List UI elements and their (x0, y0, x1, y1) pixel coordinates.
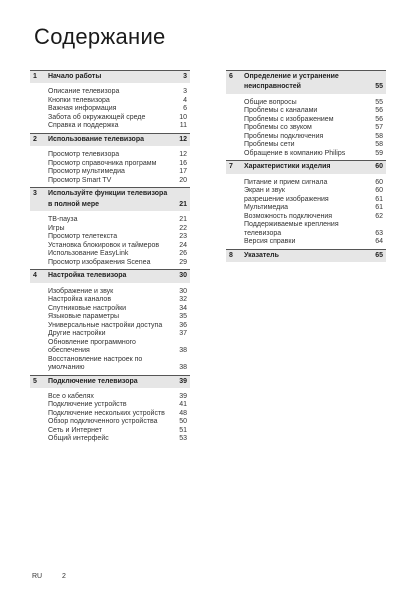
toc-entry[interactable] (30, 97, 190, 106)
entry-title: ТВ-пауза (48, 216, 78, 224)
entry-title: Просмотр изображения Scenea (48, 258, 151, 266)
entry-page-number: 34 (179, 304, 187, 312)
toc-entry[interactable] (226, 204, 386, 213)
entry-page-number: 60 (375, 178, 383, 186)
entry-title: Проблемы подключения (244, 132, 324, 140)
section-page-number: 30 (179, 272, 187, 280)
entry-page-number: 60 (375, 187, 383, 195)
entry-page-number: 53 (179, 435, 187, 443)
toc-entry[interactable] (30, 296, 190, 305)
entry-title: Проблемы с изображением (244, 115, 334, 123)
entry-title: Все о кабелях (48, 392, 94, 400)
entry-title: Важная информация (48, 105, 117, 113)
section-page-number: 39 (179, 377, 187, 385)
entry-title: Универсальные настройки доступа (48, 321, 163, 329)
entry-page-number: 55 (375, 98, 383, 106)
entry-title: Справка и поддержка (48, 122, 119, 130)
entry-title: Питание и прием сигнала (244, 178, 328, 186)
entry-page-number: 30 (179, 287, 187, 295)
entry-page-number: 23 (179, 233, 187, 241)
toc-entry[interactable] (226, 179, 386, 188)
toc-entry-list (30, 216, 190, 267)
entry-page-number: 58 (375, 141, 383, 149)
toc-entry[interactable] (30, 114, 190, 123)
toc-entry[interactable] (30, 233, 190, 242)
entry-title: Проблемы с каналами (244, 107, 318, 115)
entry-page-number: 10 (179, 113, 187, 121)
entry-title: Обновление программного обеспечения (48, 338, 136, 355)
entry-title: Возможность подключения (244, 212, 333, 220)
section-number: 3 (33, 190, 37, 198)
toc-entry[interactable] (30, 418, 190, 427)
section-title: Определение и устранение неисправностей (244, 73, 339, 91)
entry-title: Использование EasyLink (48, 250, 129, 258)
toc-entry[interactable] (30, 151, 190, 160)
entry-title: Другие настройки (48, 330, 106, 338)
entry-page-number: 58 (375, 132, 383, 140)
toc-entry[interactable] (30, 259, 190, 268)
entry-page-number: 56 (375, 115, 383, 123)
entry-page-number: 20 (179, 176, 187, 184)
entry-title: Языковые параметры (48, 313, 119, 321)
section-title: Подключение телевизора (48, 377, 138, 385)
section-page-number: 55 (375, 83, 383, 91)
section-number: 4 (33, 272, 37, 280)
toc-section-heading[interactable] (30, 187, 190, 211)
entry-title: Сеть и Интернет (48, 426, 102, 434)
section-page-number: 21 (179, 200, 187, 208)
section-number: 8 (229, 251, 233, 259)
entry-title: Изображение и звук (48, 287, 114, 295)
entry-page-number: 37 (179, 330, 187, 338)
entry-title: разрешение изображения (244, 195, 329, 203)
toc-section-heading[interactable] (30, 70, 190, 83)
toc-entry[interactable] (30, 105, 190, 114)
section-title: Характеристики изделия (244, 163, 331, 171)
entry-page-number: 59 (375, 149, 383, 157)
entry-title: Общий интерфейс (48, 435, 109, 443)
entry-page-number: 56 (375, 107, 383, 115)
toc-entry[interactable] (30, 288, 190, 297)
entry-title: Версия справки (244, 238, 296, 246)
section-title: Использование телевизора (48, 135, 144, 143)
section-title: Используйте функции телевизора в полной мере (48, 190, 168, 208)
entry-title: Просмотр Smart TV (48, 176, 112, 184)
entry-page-number: 35 (179, 313, 187, 321)
entry-page-number: 29 (179, 258, 187, 266)
entry-page-number: 26 (179, 250, 187, 258)
entry-page-number: 57 (375, 124, 383, 132)
entry-title: Проблемы со звуком (244, 124, 312, 132)
entry-title: Обзор подключенного устройства (48, 418, 158, 426)
toc-entry[interactable] (30, 160, 190, 169)
toc-entry[interactable] (226, 124, 386, 133)
entry-page-number: 17 (179, 168, 187, 176)
entry-page-number: 21 (179, 216, 187, 224)
toc-entry-list (30, 88, 190, 131)
toc-entry[interactable] (226, 141, 386, 150)
toc-entry[interactable] (30, 242, 190, 251)
toc-entry[interactable] (226, 196, 386, 205)
toc-entry[interactable] (30, 88, 190, 97)
entry-page-number: 41 (179, 401, 187, 409)
toc-entry[interactable] (30, 250, 190, 259)
entry-page-number: 50 (179, 418, 187, 426)
entry-title: Просмотр справочника программ (48, 159, 157, 167)
entry-title: Забота об окружающей среде (48, 113, 146, 121)
entry-page-number: 11 (179, 122, 187, 130)
toc-entry-list (30, 393, 190, 444)
toc-entry-list (30, 151, 190, 185)
entry-title: Просмотр телетекста (48, 233, 118, 241)
entry-page-number: 12 (179, 151, 187, 159)
toc-entry[interactable] (30, 216, 190, 225)
toc-entry[interactable] (30, 401, 190, 410)
entry-title: Поддерживаемые крепления телевизора (244, 221, 339, 237)
section-page-number: 12 (179, 135, 187, 143)
section-number: 7 (229, 163, 233, 171)
toc-entry[interactable] (226, 150, 386, 159)
toc-entry[interactable] (30, 168, 190, 177)
toc-entry[interactable] (30, 225, 190, 234)
page-title: Содержание (34, 24, 166, 49)
entry-title: Установка блокировок и таймеров (48, 241, 160, 249)
section-title: Настройка телевизора (48, 272, 127, 280)
entry-page-number: 24 (179, 241, 187, 249)
toc-section-heading[interactable] (226, 160, 386, 173)
toc-entry[interactable] (30, 305, 190, 314)
toc-entry[interactable] (30, 322, 190, 331)
entry-page-number: 48 (179, 409, 187, 417)
entry-page-number: 63 (375, 229, 383, 237)
toc-section-heading[interactable] (30, 269, 190, 282)
section-page-number: 65 (375, 251, 383, 259)
entry-title: Общие вопросы (244, 98, 297, 106)
toc-entry[interactable] (226, 238, 386, 247)
entry-title: Игры (48, 224, 65, 232)
entry-page-number: 16 (179, 159, 187, 167)
entry-title: Проблемы сети (244, 141, 295, 149)
entry-title: Подключение нескольких устройств (48, 409, 165, 417)
footer-page-number: 2 (62, 573, 66, 580)
toc-entry[interactable] (226, 213, 386, 222)
toc-entry[interactable] (30, 122, 190, 131)
section-title: Указатель (244, 251, 279, 259)
entry-page-number: 38 (179, 347, 187, 355)
toc-section-heading[interactable] (226, 70, 386, 94)
section-number: 6 (229, 73, 233, 80)
toc-entry[interactable] (30, 339, 190, 356)
toc-entry[interactable] (30, 177, 190, 186)
entry-page-number: 6 (183, 105, 187, 113)
toc-section-heading[interactable] (226, 249, 386, 262)
entry-title: Восстановление настроек по умолчанию (48, 355, 143, 372)
entry-page-number: 4 (183, 96, 187, 104)
section-page-number: 3 (183, 73, 187, 80)
entry-title: Мультимедиа (244, 204, 288, 212)
toc-section-heading[interactable] (30, 375, 190, 388)
toc-column-right (226, 70, 386, 267)
section-number: 2 (33, 135, 37, 143)
toc-entry[interactable] (30, 356, 190, 373)
section-number: 5 (33, 377, 37, 385)
section-number: 1 (33, 73, 37, 80)
entry-page-number: 61 (375, 204, 383, 212)
entry-page-number: 39 (179, 392, 187, 400)
footer-language: RU (32, 573, 43, 580)
entry-title: Просмотр мультимедиа (48, 168, 125, 176)
entry-title: Просмотр телевизора (48, 151, 120, 159)
toc-entry-list (30, 288, 190, 373)
section-page-number: 60 (375, 163, 383, 171)
entry-page-number: 61 (375, 195, 383, 203)
entry-page-number: 51 (179, 426, 187, 434)
entry-page-number: 3 (183, 88, 187, 96)
toc-entry[interactable] (30, 313, 190, 322)
toc-entry[interactable] (30, 435, 190, 444)
entry-title: Экран и звук (244, 187, 285, 195)
entry-page-number: 62 (375, 212, 383, 220)
toc-column-left (30, 70, 190, 446)
entry-page-number: 32 (179, 296, 187, 304)
entry-title: Описание телевизора (48, 88, 120, 96)
toc-entry[interactable] (30, 330, 190, 339)
toc-entry[interactable] (226, 107, 386, 116)
entry-title: Кнопки телевизора (48, 96, 110, 104)
toc-entry[interactable] (226, 221, 386, 238)
entry-title: Обращение в компанию Philips (244, 149, 346, 157)
entry-title: Настройка каналов (48, 296, 112, 304)
entry-title: Подключение устройств (48, 401, 127, 409)
entry-page-number: 22 (179, 224, 187, 232)
toc-entry-list (226, 99, 386, 159)
toc-section-heading[interactable] (30, 133, 190, 146)
entry-page-number: 64 (375, 238, 383, 246)
toc-entry[interactable] (226, 187, 386, 196)
entry-page-number: 38 (179, 364, 187, 372)
entry-title: Спутниковые настройки (48, 304, 127, 312)
toc-entry-list (226, 179, 386, 247)
entry-page-number: 36 (179, 321, 187, 329)
section-title: Начало работы (48, 73, 102, 80)
